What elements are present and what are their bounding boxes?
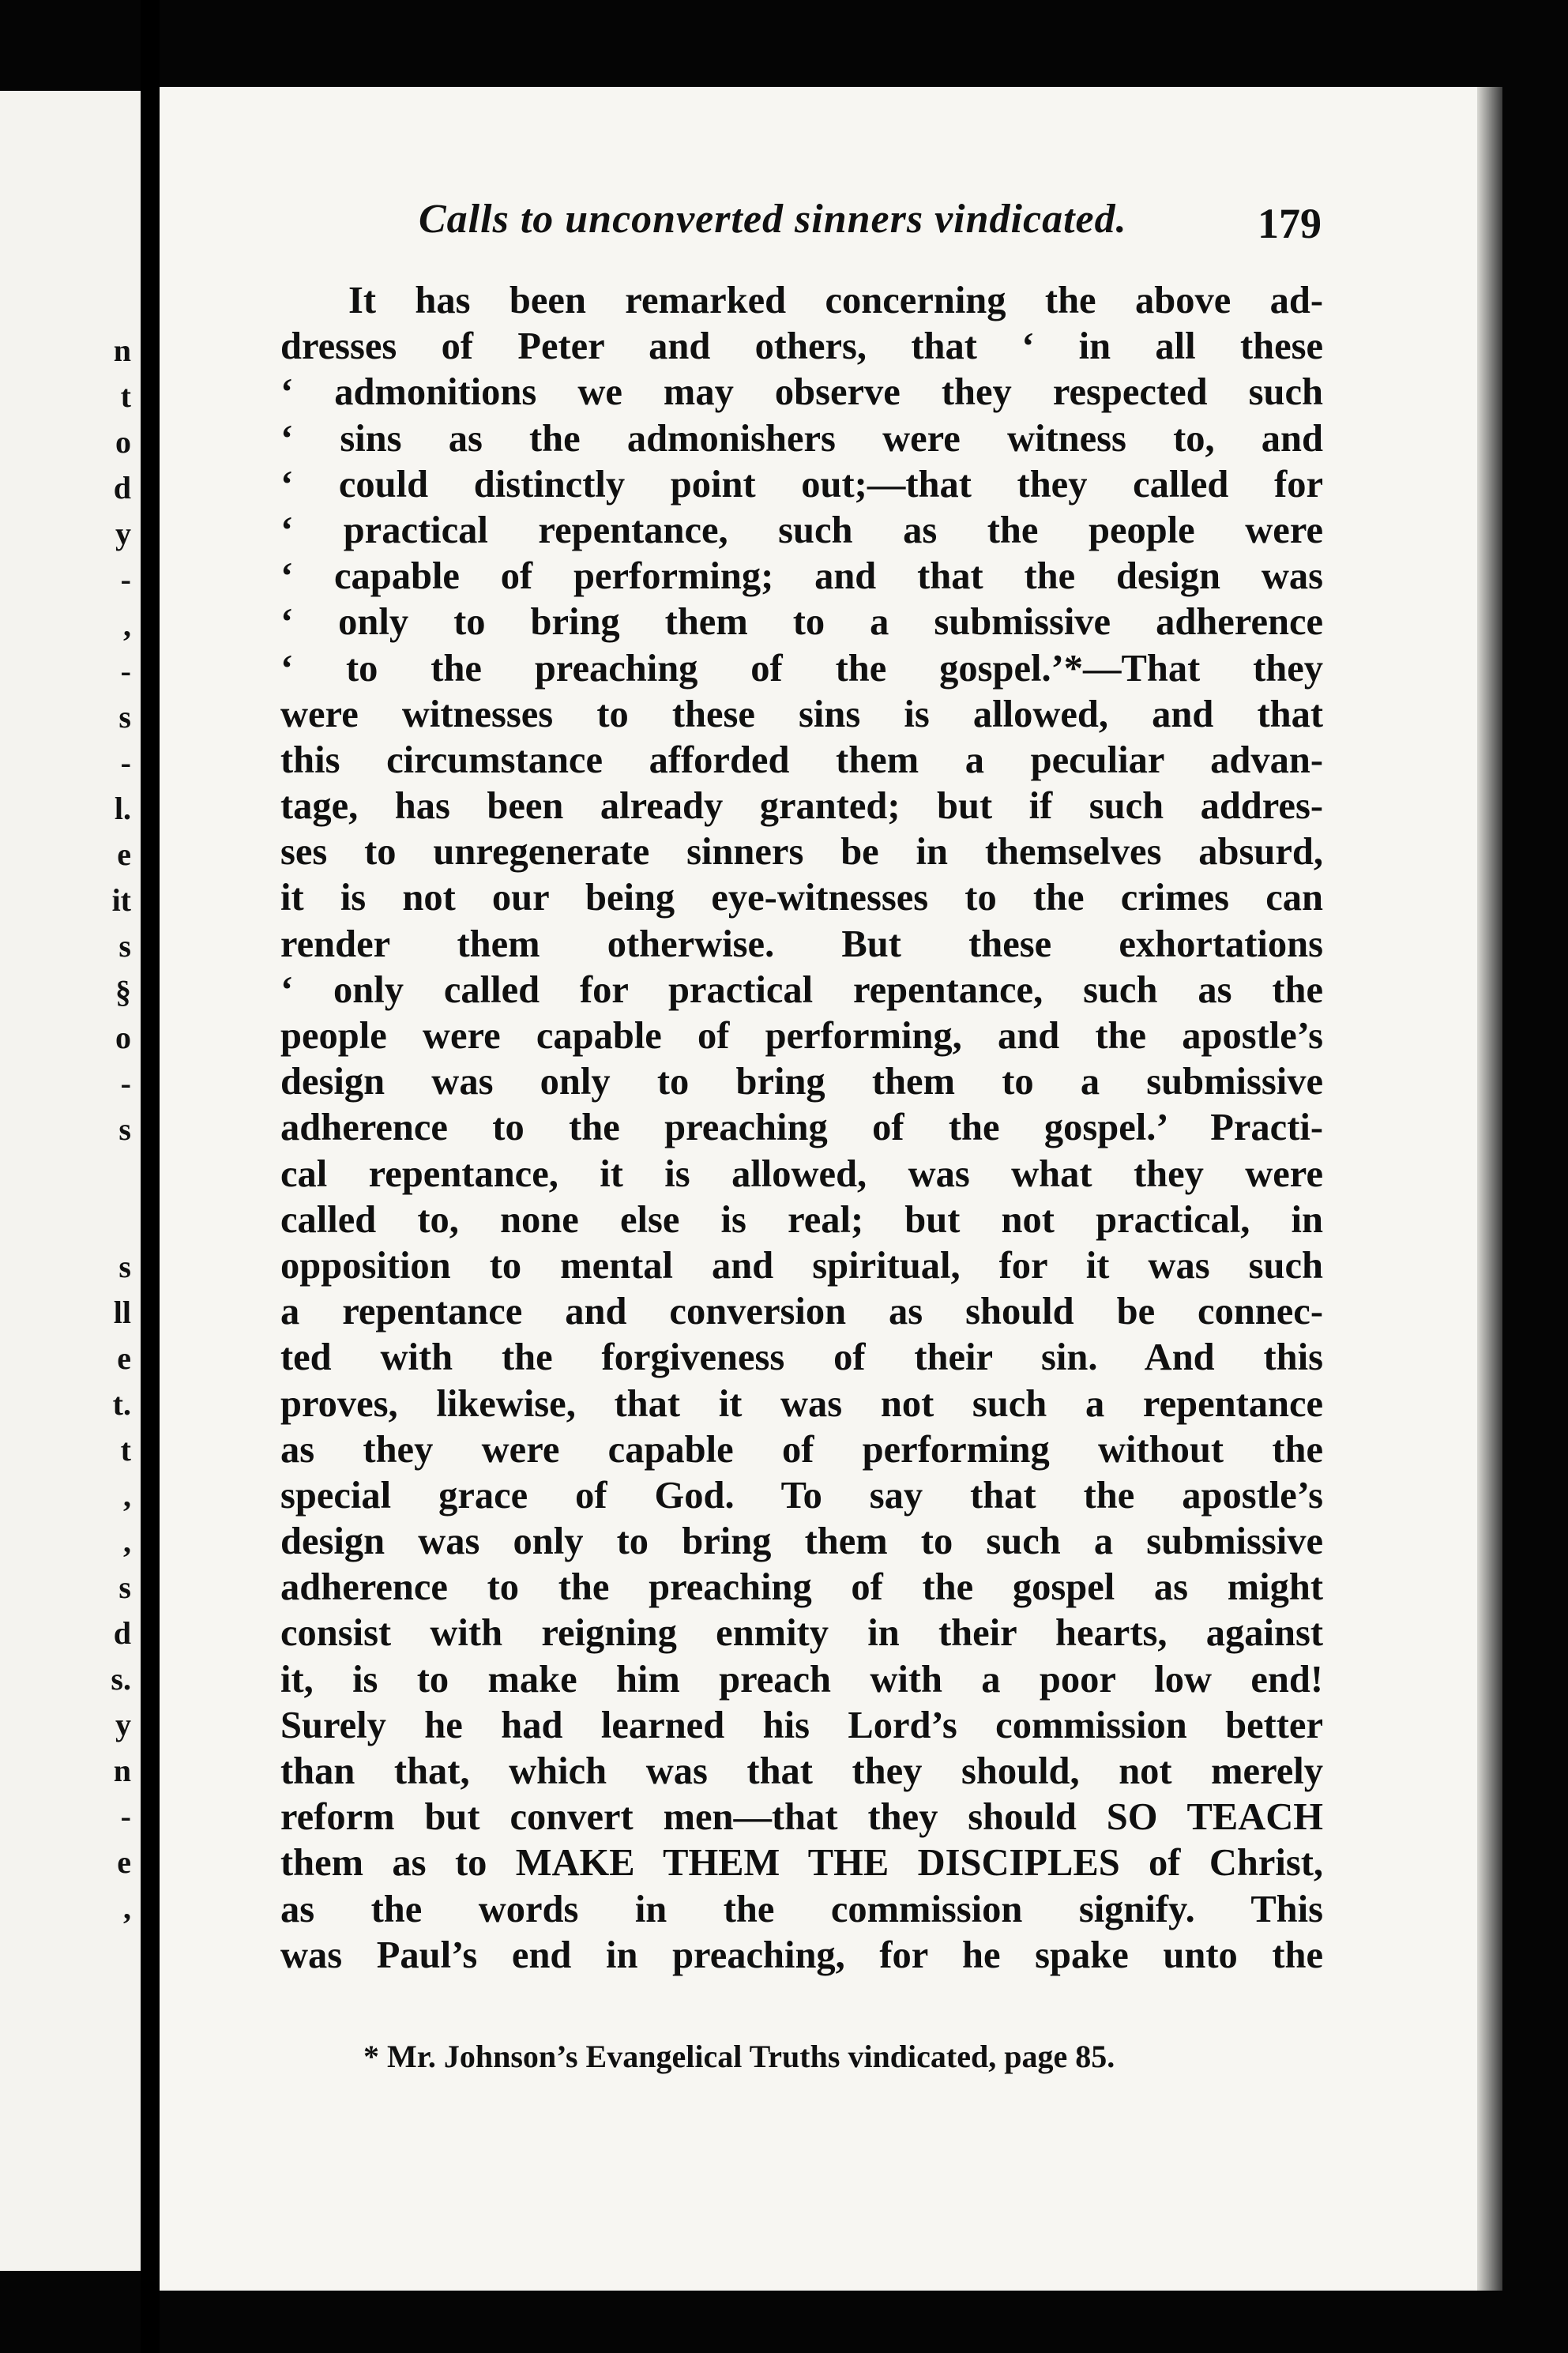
text-line: it is not our being eye-witnesses to the crimes can bbox=[280, 877, 1323, 919]
left-fragment: § bbox=[115, 974, 131, 1009]
left-fragment: s bbox=[118, 1569, 131, 1605]
left-fragment: t bbox=[120, 378, 131, 414]
text-line: opposition to mental and spiritual, for it was such bbox=[280, 1244, 1323, 1287]
text-line: ‘ admonitions we may observe they respected such bbox=[280, 371, 1323, 414]
left-fragment: ll bbox=[113, 1295, 131, 1330]
running-head: Calls to unconverted sinners vindicated. bbox=[419, 197, 1127, 242]
left-fragment: s bbox=[118, 1111, 131, 1147]
text-line: reform but convert men—that they should SO TEACH bbox=[280, 1796, 1323, 1839]
text-line: ted with the forgiveness of their sin. And this bbox=[280, 1336, 1323, 1379]
left-fragment: s. bbox=[111, 1661, 131, 1697]
text-line: ‘ could distinctly point out;—that they called for bbox=[280, 463, 1323, 506]
left-fragment: - bbox=[120, 1066, 131, 1101]
text-line: special grace of God. To say that the apostle’s bbox=[280, 1474, 1323, 1517]
left-fragment: e bbox=[117, 836, 131, 872]
left-fragment bbox=[111, 1198, 131, 1244]
left-fragment: o bbox=[115, 424, 131, 460]
left-fragment: y bbox=[115, 516, 131, 551]
text-line: were witnesses to these sins is allowed, and that bbox=[280, 693, 1323, 735]
left-fragment: it bbox=[111, 882, 131, 918]
text-line: proves, likewise, that it was not such a repentance bbox=[280, 1382, 1323, 1425]
text-line: Surely he had learned his Lord’s commission better bbox=[280, 1704, 1323, 1746]
left-fragment: e bbox=[117, 1844, 131, 1880]
text-line: people were capable of performing, and the apostle’s bbox=[280, 1015, 1323, 1057]
text-line: ‘ practical repentance, such as the people were bbox=[280, 509, 1323, 551]
text-line: them as to MAKE THEM THE DISCIPLES of Christ, bbox=[280, 1842, 1323, 1885]
left-fragment: , bbox=[123, 607, 131, 643]
left-fragment bbox=[111, 1152, 131, 1198]
text-line: It has been remarked concerning the above ad- bbox=[348, 280, 1323, 321]
footnote: * Mr. Johnson’s Evangelical Truths vindicated, page 85. bbox=[363, 2039, 1115, 2074]
text-line: ‘ to the preaching of the gospel.’*—That they bbox=[280, 647, 1323, 690]
left-page-fragment bbox=[0, 91, 141, 2271]
left-fragment: s bbox=[118, 928, 131, 964]
text-line: called to, none else is real; but not practical, in bbox=[280, 1198, 1323, 1241]
left-fragment: s bbox=[118, 699, 131, 735]
left-page-line-endings bbox=[111, 328, 131, 1931]
left-fragment: t bbox=[120, 1432, 131, 1468]
left-fragment: - bbox=[120, 562, 131, 597]
left-fragment: , bbox=[123, 1524, 131, 1559]
left-fragment: l. bbox=[114, 791, 131, 826]
left-fragment: n bbox=[113, 1753, 131, 1788]
left-fragment: e bbox=[117, 1340, 131, 1376]
text-line: adherence to the preaching of the gospel.’ Practi- bbox=[280, 1107, 1323, 1149]
left-fragment: d bbox=[113, 1615, 131, 1651]
book-gutter bbox=[141, 0, 160, 2353]
text-line: render them otherwise. But these exhortations bbox=[280, 923, 1323, 965]
text-line: cal repentance, it is allowed, was what they were bbox=[280, 1152, 1323, 1195]
text-line: than that, which was that they should, not merely bbox=[280, 1750, 1323, 1792]
left-fragment: y bbox=[115, 1707, 131, 1742]
left-fragment: , bbox=[123, 1890, 131, 1926]
text-line: this circumstance afforded them a peculiar advan- bbox=[280, 739, 1323, 781]
text-line: consist with reigning enmity in their hearts, against bbox=[280, 1612, 1323, 1655]
text-line: ‘ only called for practical repentance, such as the bbox=[280, 968, 1323, 1011]
text-line: ‘ only to bring them to a submissive adherence bbox=[280, 601, 1323, 644]
left-fragment: n bbox=[113, 333, 131, 368]
text-line: ‘ capable of performing; and that the design was bbox=[280, 555, 1323, 598]
text-line: ses to unregenerate sinners be in themselves absurd, bbox=[280, 831, 1323, 874]
text-line: dresses of Peter and others, that ‘ in all these bbox=[280, 325, 1323, 368]
left-fragment: - bbox=[120, 745, 131, 780]
text-line: as the words in the commission signify. This bbox=[280, 1888, 1323, 1930]
text-line: design was only to bring them to a submissive bbox=[280, 1061, 1323, 1103]
text-line: design was only to bring them to such a submissive bbox=[280, 1520, 1323, 1563]
text-line: as they were capable of performing without the bbox=[280, 1428, 1323, 1471]
left-fragment: s bbox=[118, 1249, 131, 1284]
text-line: a repentance and conversion as should be connec- bbox=[280, 1291, 1323, 1333]
page-number: 179 bbox=[1258, 200, 1322, 247]
left-fragment: d bbox=[113, 470, 131, 506]
text-line: tage, has been already granted; but if such addres- bbox=[280, 785, 1323, 828]
page-edge bbox=[1477, 87, 1502, 2291]
left-fragment: t. bbox=[112, 1386, 131, 1422]
body-text bbox=[280, 278, 1323, 1979]
text-line: ‘ sins as the admonishers were witness to, and bbox=[280, 417, 1323, 460]
left-fragment: - bbox=[120, 653, 131, 689]
text-line: it, is to make him preach with a poor low end! bbox=[280, 1658, 1323, 1701]
left-fragment: - bbox=[120, 1799, 131, 1834]
left-fragment: , bbox=[123, 1478, 131, 1513]
text-line: adherence to the preaching of the gospel as might bbox=[280, 1566, 1323, 1609]
text-line: was Paul’s end in preaching, for he spake unto the bbox=[280, 1934, 1323, 1976]
left-fragment: o bbox=[115, 1020, 131, 1055]
